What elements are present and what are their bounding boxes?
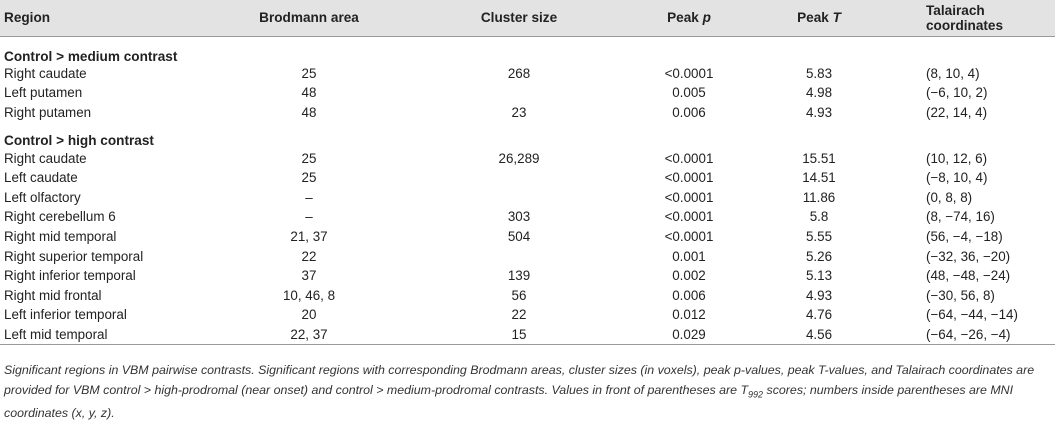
cell-talairach: (−32, 36, −20) bbox=[926, 248, 1011, 264]
header-brodmann: Brodmann area bbox=[204, 0, 414, 36]
cell-brodmann: 37 bbox=[301, 268, 317, 284]
cell-brodmann: 22 bbox=[301, 248, 317, 264]
cell-peak-p: 0.006 bbox=[672, 287, 706, 303]
cell-cluster-size: 303 bbox=[507, 209, 531, 225]
cell-brodmann: 25 bbox=[301, 65, 317, 81]
cell-talairach: (−64, −44, −14) bbox=[926, 307, 1018, 323]
cell-brodmann: 21, 37 bbox=[290, 228, 328, 244]
cell-brodmann: 22, 37 bbox=[204, 325, 414, 345]
section-header bbox=[0, 36, 1055, 64]
header-talairach: Talairach coordinates bbox=[884, 0, 1055, 36]
cell-cluster-size: 139 bbox=[507, 268, 531, 284]
cell-region: Right cerebellum 6 bbox=[4, 209, 116, 225]
cell-peak-t: 5.55 bbox=[805, 228, 833, 244]
table-row bbox=[0, 266, 1055, 286]
cell-peak-p: 0.005 bbox=[672, 85, 706, 101]
table-row bbox=[0, 227, 1055, 247]
header-row bbox=[0, 0, 1055, 36]
cell-peak-p: <0.0001 bbox=[664, 189, 714, 205]
cell-peak-t: 4.56 bbox=[754, 325, 884, 345]
cell-brodmann: – bbox=[305, 189, 313, 205]
cell-peak-t: 4.93 bbox=[805, 287, 833, 303]
header-peak-t-prefix: Peak bbox=[797, 10, 833, 26]
section-title: Control > high contrast bbox=[4, 133, 154, 149]
cell-peak-p: 0.029 bbox=[624, 325, 754, 345]
cell-brodmann: 48 bbox=[301, 85, 317, 101]
cell-talairach: (22, 14, 4) bbox=[926, 104, 988, 120]
cell-cluster-size bbox=[414, 83, 624, 103]
cell-peak-p: <0.0001 bbox=[664, 209, 714, 225]
table-row bbox=[0, 187, 1055, 207]
cell-cluster-size: 23 bbox=[511, 104, 527, 120]
cell-peak-t: 4.98 bbox=[805, 85, 833, 101]
header-peak-p-prefix: Peak bbox=[667, 10, 703, 26]
cell-region: Right caudate bbox=[4, 65, 87, 81]
cell-brodmann: – bbox=[305, 209, 313, 225]
cell-region: Right superior temporal bbox=[4, 248, 144, 264]
cell-peak-t: 5.83 bbox=[805, 65, 833, 81]
cell-peak-p: <0.0001 bbox=[664, 228, 714, 244]
cell-talairach: (8, 10, 4) bbox=[926, 65, 980, 81]
table-row bbox=[0, 64, 1055, 84]
cell-peak-t: 11.86 bbox=[802, 189, 836, 205]
cell-region: Left inferior temporal bbox=[4, 307, 127, 323]
table-row bbox=[0, 207, 1055, 227]
cell-peak-t: 14.51 bbox=[802, 170, 836, 186]
cell-region: Left caudate bbox=[4, 170, 78, 186]
footnote-t-subscript: 992 bbox=[748, 388, 764, 399]
cell-brodmann: 25 bbox=[301, 150, 317, 166]
table-header bbox=[0, 0, 1055, 36]
header-peak-p bbox=[624, 0, 754, 36]
cell-talairach: (−8, 10, 4) bbox=[926, 170, 988, 186]
cell-peak-t: 5.13 bbox=[805, 268, 833, 284]
cell-region: Right mid temporal bbox=[4, 228, 117, 244]
section-title: Control > medium contrast bbox=[4, 48, 178, 64]
cell-cluster-size: 268 bbox=[507, 65, 531, 81]
cell-talairach: (−30, 56, 8) bbox=[926, 287, 995, 303]
table-row bbox=[0, 325, 1055, 345]
cell-region: Left putamen bbox=[4, 85, 83, 101]
cell-peak-p: <0.0001 bbox=[664, 170, 714, 186]
footnote-t-var: T bbox=[740, 382, 749, 397]
cell-cluster-size: 22 bbox=[511, 307, 527, 323]
cell-talairach: (56, −4, −18) bbox=[926, 228, 1003, 244]
footnote-text-part1: Significant regions in VBM pairwise contrasts. Significant regions with corresponding Brodmann areas, cluster sizes (in voxels), peak p-values, peak T-values, and Talairach coordinates are provided for VBM control > high-prodromal (near onset) and control > medium-prodromal contrasts. Values in front of parentheses are bbox=[4, 363, 1035, 397]
cell-cluster-size bbox=[414, 168, 624, 188]
table-body bbox=[0, 36, 1055, 345]
section-header bbox=[0, 122, 1055, 148]
cell-peak-p: 0.001 bbox=[672, 248, 706, 264]
cell-peak-t: 5.26 bbox=[805, 248, 833, 264]
cell-cluster-size bbox=[414, 187, 624, 207]
cell-brodmann: 20 bbox=[301, 307, 317, 323]
cell-talairach: (−64, −26, −4) bbox=[884, 325, 1055, 345]
header-peak-p-var: p bbox=[702, 10, 711, 26]
cell-talairach: (−6, 10, 2) bbox=[926, 85, 988, 101]
cell-peak-t: 5.8 bbox=[809, 209, 829, 225]
cell-talairach: (8, −74, 16) bbox=[926, 209, 995, 225]
cell-peak-p: <0.0001 bbox=[664, 65, 714, 81]
table-row bbox=[0, 168, 1055, 188]
table-row bbox=[0, 305, 1055, 325]
table-row bbox=[0, 246, 1055, 266]
cell-region: Right inferior temporal bbox=[4, 268, 136, 284]
cell-brodmann: 10, 46, 8 bbox=[282, 287, 336, 303]
cell-region: Left olfactory bbox=[4, 189, 81, 205]
cell-talairach: (0, 8, 8) bbox=[926, 189, 973, 205]
cell-peak-p: <0.0001 bbox=[664, 150, 714, 166]
table-row bbox=[0, 148, 1055, 168]
cell-peak-t: 15.51 bbox=[802, 150, 836, 166]
table-row bbox=[0, 103, 1055, 123]
cell-cluster-size: 26,289 bbox=[498, 150, 540, 166]
cell-peak-t: 4.93 bbox=[805, 104, 833, 120]
cell-region: Left mid temporal bbox=[0, 325, 204, 345]
cell-cluster-size bbox=[414, 246, 624, 266]
header-region: Region bbox=[0, 0, 204, 36]
cell-cluster-size: 56 bbox=[511, 287, 527, 303]
cell-cluster-size: 15 bbox=[414, 325, 624, 345]
cell-peak-t: 4.76 bbox=[805, 307, 833, 323]
cell-peak-p: 0.012 bbox=[672, 307, 706, 323]
table-row bbox=[0, 285, 1055, 305]
cell-brodmann: 25 bbox=[301, 170, 317, 186]
cell-talairach: (48, −48, −24) bbox=[926, 268, 1011, 284]
cell-region: Right caudate bbox=[4, 150, 87, 166]
table-row bbox=[0, 83, 1055, 103]
footnote-text-part2: scores; numbers inside parentheses are MNI coordinates (x, y, z). bbox=[4, 382, 1014, 421]
cell-peak-p: 0.006 bbox=[672, 104, 706, 120]
header-peak-t-var: T bbox=[832, 10, 841, 26]
cell-region: Right putamen bbox=[4, 104, 92, 120]
cell-region: Right mid frontal bbox=[4, 287, 102, 303]
cell-cluster-size: 504 bbox=[507, 228, 531, 244]
header-peak-t bbox=[754, 0, 884, 36]
cell-peak-p: 0.002 bbox=[672, 268, 706, 284]
table-footnote bbox=[4, 361, 1044, 424]
header-cluster-size: Cluster size bbox=[414, 0, 624, 36]
cell-brodmann: 48 bbox=[301, 104, 317, 120]
cell-talairach: (10, 12, 6) bbox=[926, 150, 988, 166]
